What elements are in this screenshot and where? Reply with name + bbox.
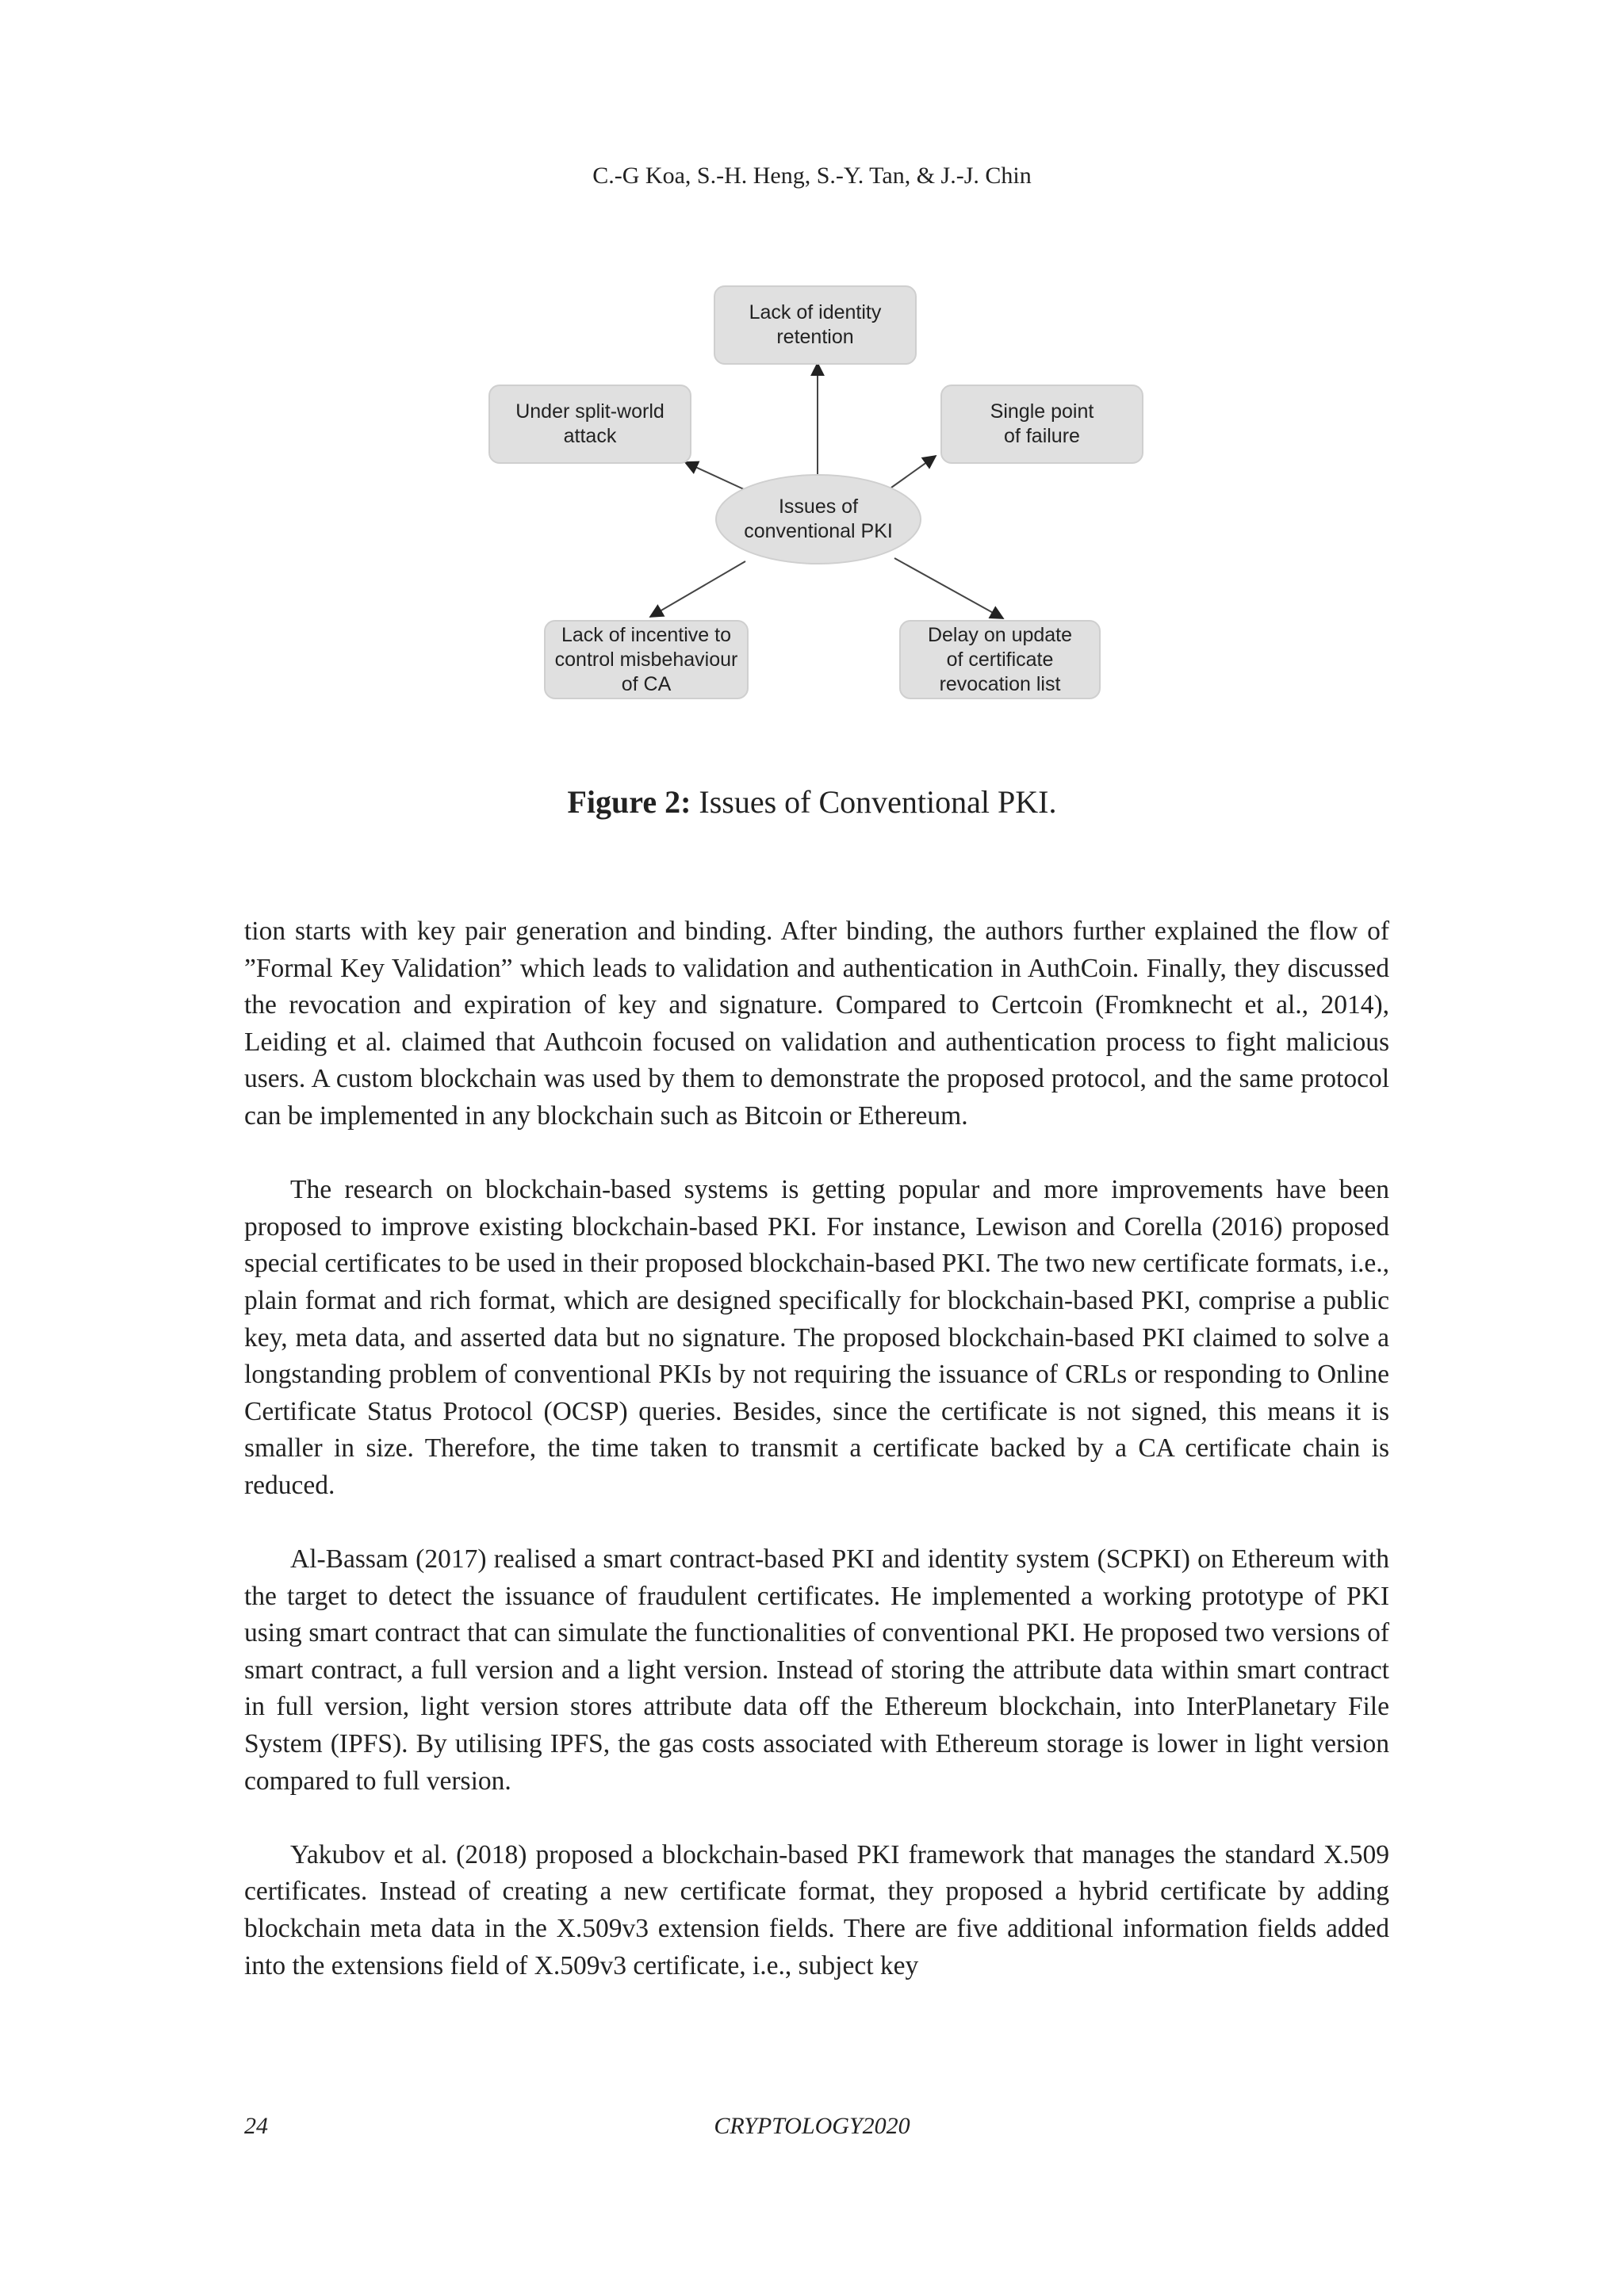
arrow-upper-left — [685, 462, 745, 490]
arrow-lower-left — [650, 561, 745, 617]
node-single-point-of-failure: Single point of failure — [940, 385, 1143, 464]
figure-caption-text: Issues of Conventional PKI. — [699, 784, 1057, 820]
page-number: 24 — [244, 2113, 268, 2139]
figure-label: Figure 2: — [567, 784, 691, 820]
node-issues-of-conventional-pki: Issues of conventional PKI — [715, 474, 921, 564]
arrow-upper-right — [891, 456, 936, 488]
body-text — [244, 913, 1389, 2022]
node-lack-of-identity-retention: Lack of identity retention — [714, 285, 917, 365]
arrow-lower-right — [894, 558, 1003, 618]
node-under-split-world-attack: Under split-world attack — [488, 385, 691, 464]
paragraph-4: Yakubov et al. (2018) proposed a blockchain-based PKI framework that manages the standard X.509 certificates. Instead of creating a new certificate format, they proposed a hybrid certificate by adding blockchain meta data in the X.509v3 extension fields. There are five additional information fields added into the extensions field of X.509v3 certificate, i.e., subject key — [244, 1839, 1389, 1980]
figure-caption — [0, 783, 1624, 821]
running-head: C.-G Koa, S.-H. Heng, S.-Y. Tan, & J.-J. Chin — [592, 163, 1032, 189]
paragraph-1: tion starts with key pair generation and binding. After binding, the authors further explained the flow of ”Formal Key Validation” which leads to validation and authentication in AuthCoin. Finally, they discussed the revocation and expiration of key and signature. Compared to Certcoin (Fromknecht et al., 2014), Leiding et al. claimed that Authcoin focused on validation and authentication process to fight malicious users. A custom blockchain was used by them to demonstrate the proposed protocol, and the same protocol can be implemented in any blockchain such as Bitcoin or Ethereum. — [244, 916, 1389, 1131]
paragraph-2: The research on blockchain-based systems is getting popular and more improvements have been proposed to improve existing blockchain-based PKI. For instance, Lewison and Corella (2016) proposed special certificates to be used in their proposed blockchain-based PKI. The two new certificate formats, i.e., plain format and rich format, which are designed specifically for blockchain-based PKI, comprise a public key, meta data, and asserted data but no signature. The proposed blockchain-based PKI claimed to solve a longstanding problem of conventional PKIs by not requiring the issuance of CRLs or responding to Online Certificate Status Protocol (OCSP) queries. Besides, since the certificate is not signed, this means it is smaller in size. Therefore, the time taken to transmit a certificate backed by a CA certificate chain is reduced. — [244, 1175, 1389, 1500]
figure-diagram — [476, 277, 1158, 706]
paragraph-3: Al-Bassam (2017) realised a smart contract-based PKI and identity system (SCPKI) on Ethereum with the target to detect the issuance of fraudulent certificates. He implemented a working prototype of PKI using smart contract that can simulate the functionalities of conventional PKI. He proposed two versions of smart contract, a full version and a light version. Instead of storing the attribute data within smart contract in full version, light version stores attribute data off the Ethereum blockchain, into InterPlanetary File System (IPFS). By utilising IPFS, the gas costs associated with Ethereum storage is lower in light version compared to full version. — [244, 1544, 1389, 1796]
footer-venue: CRYPTOLOGY2020 — [714, 2113, 910, 2139]
node-lack-of-incentive: Lack of incentive to control misbehaviour of CA — [544, 620, 749, 699]
node-delay-on-crl-update: Delay on update of certificate revocation list — [899, 620, 1101, 699]
